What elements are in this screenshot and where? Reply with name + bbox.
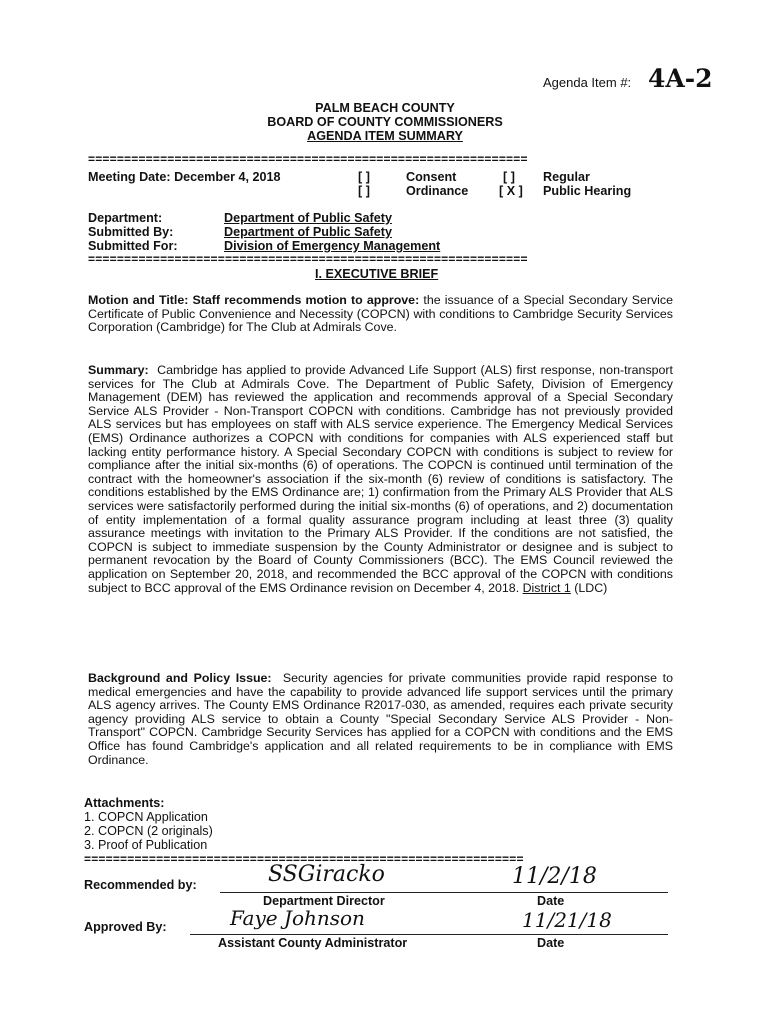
consent-label: Consent	[406, 170, 457, 184]
attachment-item: 1. COPCN Application	[84, 810, 208, 824]
attachment-item: 3. Proof of Publication	[84, 838, 208, 852]
district-link: District 1	[522, 580, 571, 595]
background-text: Security agencies for private communities provide rapid response to medical emergencies and have the capability to provide advanced life support services until the primary ALS agency arrives. The County EMS Ordinance R2017-030, as amended, requires each private security agency providing ALS service to obtain a County "Special Secondary Service ALS Provider - Non-Transport" COPCN. Cambridge Security Services has applied for a COPCN with conditions and the EMS Office has found Cambridge's application and all related requirements to be in compliance with EMS Ordinance.	[88, 671, 673, 767]
submitted-by-value: Department of Public Safety	[224, 225, 392, 239]
summary-suffix: (LDC)	[574, 580, 608, 595]
public-hearing-checkbox: [ X ]	[499, 184, 523, 198]
agenda-item-number: 4A-2	[648, 64, 713, 93]
consent-checkbox: [ ]	[358, 170, 370, 184]
attachments-title: Attachments:	[84, 796, 165, 810]
attachment-item: 2. COPCN (2 originals)	[84, 824, 213, 838]
approved-date: 11/21/18	[522, 908, 612, 932]
department-label: Department:	[88, 211, 163, 225]
department-value: Department of Public Safety	[224, 211, 392, 225]
divider: =============================================================	[88, 152, 528, 166]
public-hearing-label: Public Hearing	[543, 184, 632, 198]
assistant-county-administrator-caption: Assistant County Administrator	[218, 936, 408, 950]
motion-label: Motion and Title: Staff recommends motion to approve:	[88, 293, 420, 307]
approved-by-label: Approved By:	[84, 920, 167, 934]
background-paragraph	[88, 672, 673, 767]
agenda-item-label: Agenda Item #:	[543, 75, 632, 90]
divider: =============================================================	[88, 252, 528, 266]
board-name: BOARD OF COUNTY COMMISSIONERS	[267, 115, 503, 129]
divider: =============================================================	[84, 852, 524, 866]
submitted-by-label: Submitted By:	[88, 225, 174, 239]
recommended-by-label: Recommended by:	[84, 878, 197, 892]
department-director-caption: Department Director	[263, 894, 385, 908]
background-label: Background and Policy Issue:	[88, 671, 272, 685]
submitted-for-value: Division of Emergency Management	[224, 239, 441, 253]
ordinance-checkbox: [ ]	[358, 184, 370, 198]
recommended-signature-line	[220, 892, 668, 893]
county-name: PALM BEACH COUNTY	[315, 101, 455, 115]
regular-checkbox: [ ]	[503, 170, 515, 184]
agenda-summary-title: AGENDA ITEM SUMMARY	[307, 129, 463, 143]
ordinance-label: Ordinance	[406, 184, 469, 198]
motion-text: the issuance of a Special Secondary Service Certificate of Public Convenience and Necessity (COPCN) with conditions to Cambridge Security Services Corporation (Cambridge) for The Club at Admirals Cove.	[88, 293, 674, 335]
summary-label: Summary:	[88, 363, 149, 377]
approved-signature-line	[190, 934, 668, 935]
summary-text: Cambridge has applied to provide Advanced Life Support (ALS) first response, non-transport services for The Club at Admirals Cove. The Department of Public Safety, Division of Emergency Management (DEM) has reviewed the application and recommends approval of a Special Secondary Service ALS Provider - Non-Transport COPCN with conditions. Cambridge has not previously provided ALS services but has employees on staff with ALS service experience. The Emergency Medical Services (EMS) Ordinance authorizes a COPCN with conditions for companies with ALS experienced staff but lacking entity performance history. A Special Secondary COPCN with conditions is subject to review for compliance after the initial six-months (6) of operations. The COPCN is continued until termination of the contract with the homeowner's association if the six-month (6) review of conditions is satisfactory. The conditions established by the EMS Ordinance are; 1) confirmation from the Primary ALS Provider that ALS services were satisfactorily performed during the initial six-months (6) of operations, and 2) documentation of entity implementation of a formal quality assurance program including at least three (3) quality assurance meetings with invitation to the Primary ALS Provider. If the conditions are not satisfied, the COPCN is subject to immediate suspension by the County Administrator or designee and is subject to permanent revocation by the Board of County Commissioners (BCC). The EMS Council reviewed the application on September 20, 2018, and recommended the BCC approval of the COPCN with conditions subject to BCC approval of the EMS Ordinance revision on December 4, 2018.	[88, 363, 673, 595]
recommended-date: 11/2/18	[512, 864, 597, 889]
summary-paragraph	[88, 364, 673, 595]
recommended-signature: SSGiracko	[268, 862, 385, 887]
meeting-date: Meeting Date: December 4, 2018	[88, 170, 281, 184]
approved-signature: Faye Johnson	[230, 906, 365, 930]
date-caption: Date	[537, 936, 565, 950]
submitted-for-label: Submitted For:	[88, 239, 178, 253]
executive-brief-title: I. EXECUTIVE BRIEF	[315, 267, 439, 281]
motion-paragraph	[88, 294, 673, 335]
date-caption: Date	[537, 894, 565, 908]
regular-label: Regular	[543, 170, 590, 184]
